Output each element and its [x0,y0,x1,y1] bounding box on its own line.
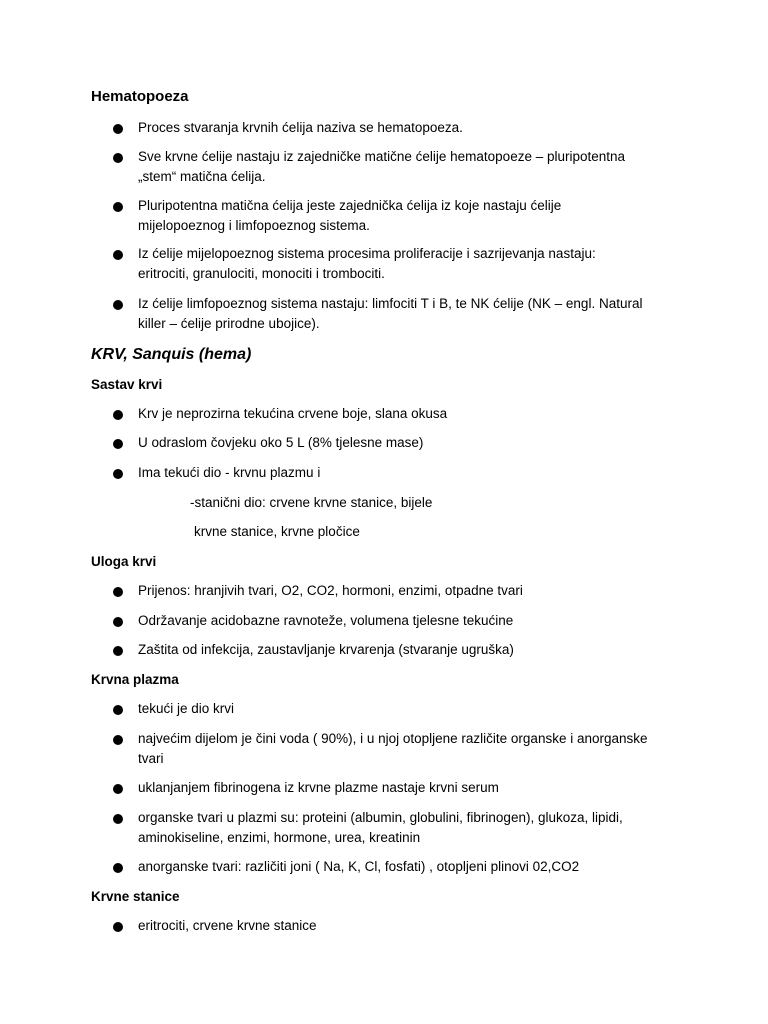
bullet-icon [113,863,123,873]
list-item: Proces stvaranja krvnih ćelija naziva se hematopoeza. [138,120,463,135]
subheading-krvne-stanice: Krvne stanice [91,889,180,904]
list-item: Iz ćelije limfopoeznog sistema nastaju: limfociti T i B, te NK ćelije (NK – engl. Natural killer – ćelije prirodne ubojice). [138,296,643,331]
list-item: Održavanje acidobazne ravnoteže, volumena tjelesne tekućine [138,613,514,628]
list-item: anorganske tvari: različiti joni ( Na, K, Cl, fosfati) , otopljeni plinovi 02,CO2 [138,859,580,874]
list-item: Ima tekući dio - krvnu plazmu i [138,465,321,480]
subheading-krvna-plazma: Krvna plazma [91,672,179,687]
subheading-uloga-krvi: Uloga krvi [91,554,157,569]
bullet-icon [113,410,123,420]
list-item: U odraslom čovjeku oko 5 L (8% tjelesne mase) [138,435,424,450]
list-item: organske tvari u plazmi su: proteini (albumin, globulini, fibrinogen), glukoza, lipidi, aminokiseline, enzimi, hormone, urea, kreatinin [138,810,623,845]
continuation-text: krvne stanice, krvne pločice [194,524,360,539]
list-item: najvećim dijelom je čini voda ( 90%), i u njoj otopljene različite organske i anorganske tvari [138,731,648,766]
bullet-icon [113,124,123,134]
heading-hematopoeza: Hematopoeza [91,88,189,105]
bullet-icon [113,250,123,260]
list-item: Zaštita od infekcija, zaustavljanje krvarenja (stvaranje ugruška) [138,642,514,657]
list-item: Prijenos: hranjivih tvari, O2, CO2, hormoni, enzimi, otpadne tvari [138,583,523,598]
bullet-icon [113,922,123,932]
list-item: Iz ćelije mijelopoeznog sistema procesima proliferacije i sazrijevanja nastaju: eritrociti, granulociti, monociti i trombociti. [138,246,596,281]
list-item: eritrociti, crvene krvne stanice [138,918,317,933]
bullet-icon [113,705,123,715]
list-item: Pluripotentna matična ćelija jeste zajednička ćelija iz koje nastaju ćelije mijelopoeznog i limfopoeznog sistema. [138,198,562,233]
bullet-icon [113,646,123,656]
bullet-icon [113,469,123,479]
bullet-icon [113,202,123,212]
list-item: uklanjanjem fibrinogena iz krvne plazme nastaje krvni serum [138,780,499,795]
subheading-sastav-krvi: Sastav krvi [91,377,163,392]
list-item: Sve krvne ćelije nastaju iz zajedničke matične ćelije hematopoeze – pluripotentna „stem“ matična ćelija. [138,149,626,184]
bullet-icon [113,735,123,745]
bullet-icon [113,300,123,310]
bullet-icon [113,439,123,449]
bullet-icon [113,587,123,597]
bullet-icon [113,153,123,163]
list-item: Krv je neprozirna tekućina crvene boje, slana okusa [138,406,448,421]
list-item: tekući je dio krvi [138,701,235,716]
bullet-icon [113,617,123,627]
bullet-icon [113,814,123,824]
bullet-icon [113,784,123,794]
continuation-text: -stanični dio: crvene krvne stanice, bijele [190,495,433,510]
heading-krv: KRV, Sanquis (hema) [91,346,252,363]
